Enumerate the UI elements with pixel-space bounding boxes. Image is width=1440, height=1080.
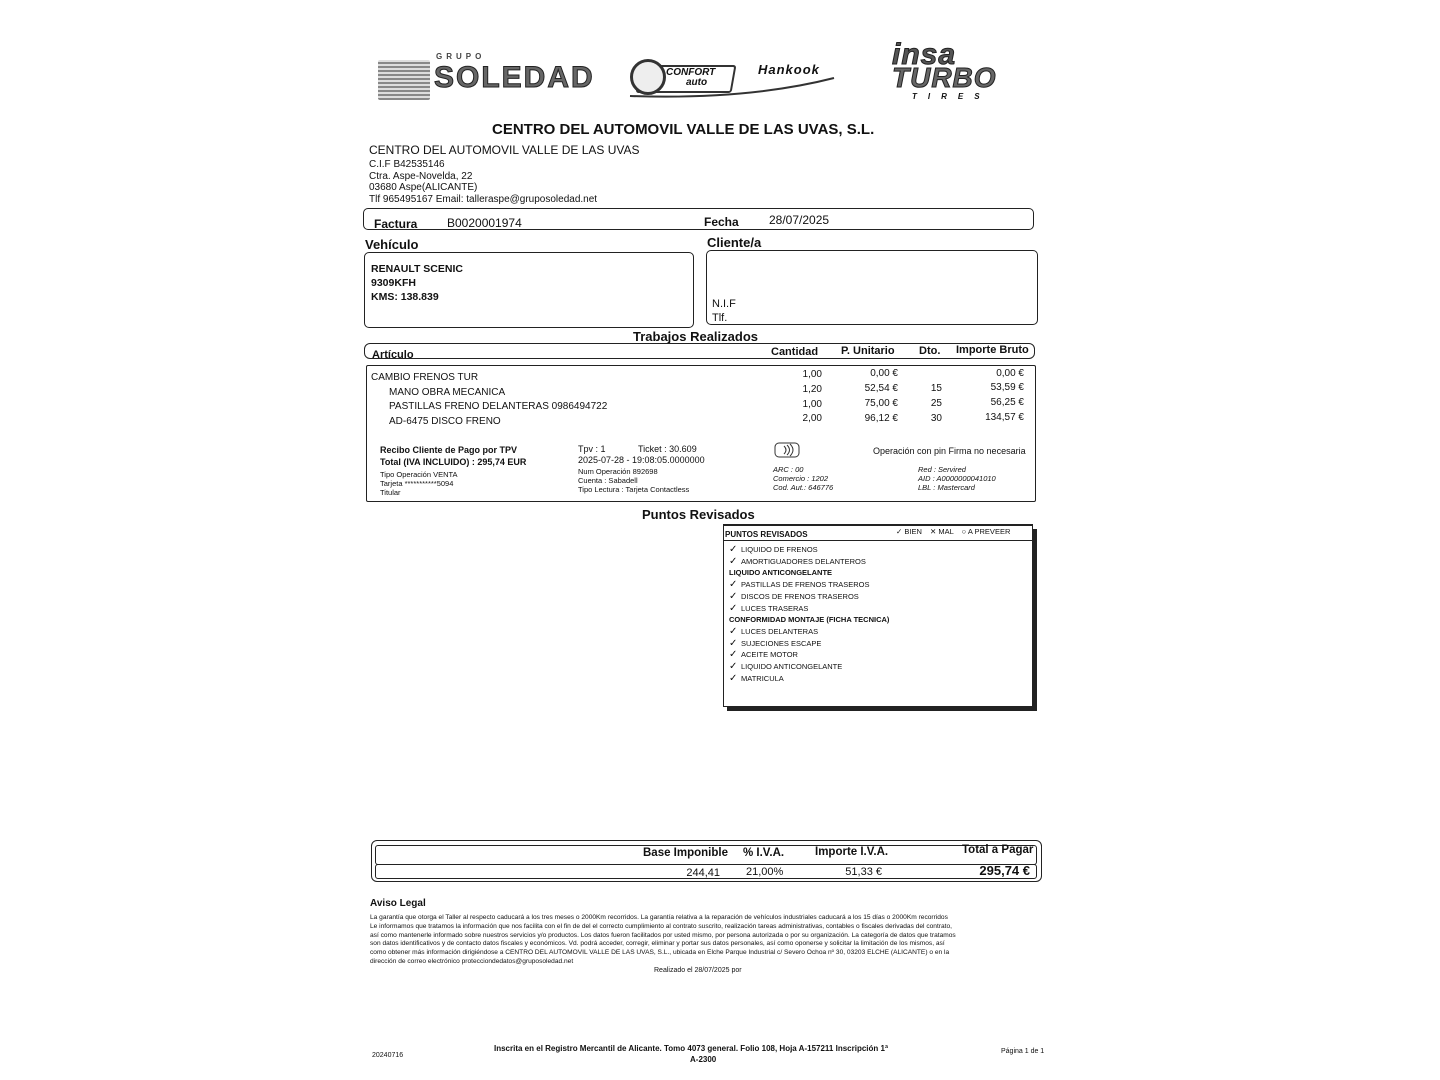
legend-mal: MAL [938, 527, 954, 536]
receipt-cod-aut: Cod. Aut.: 646776 [773, 483, 834, 492]
checks-item-label: DISCOS DE FRENOS TRASEROS [741, 591, 859, 601]
checks-list-item [729, 579, 889, 591]
check-mark-icon: ✓ [896, 527, 903, 536]
vehicle-details [371, 262, 463, 304]
check-mark-icon: ✓ [729, 625, 738, 637]
work-row-qty: 1,00 [802, 399, 822, 410]
checks-item-label: MATRICULA [741, 673, 784, 683]
works-title: Trabajos Realizados [633, 329, 758, 344]
work-row-qty: 2,00 [802, 413, 822, 424]
receipt-num-operacion: Num Operación 892698 [578, 467, 658, 476]
totals-iva-pct-label: % I.V.A. [743, 847, 785, 859]
checks-item-label: LUCES TRASERAS [741, 603, 809, 613]
work-row-desc: PASTILLAS FRENO DELANTERAS 0986494722 [389, 401, 608, 412]
vehicle-label: Vehículo [365, 237, 419, 252]
receipt-right-details [773, 465, 833, 492]
receipt-comercio: Comercio : 1202 [773, 474, 829, 483]
grupo-soledad-logo [378, 52, 595, 102]
check-mark-icon: ✓ [729, 579, 738, 591]
swoosh-icon [628, 74, 838, 100]
fecha-label: Fecha [704, 215, 739, 229]
legal-line: como obtener más información dirigiéndose a CENTRO DEL AUTOMOVIL VALLE DE LAS UVAS, S.L., ubicada en Elche Parque Industrial c/ Severo Ochoa nº 30, 03203 ELCHE (ALICANTE) o en la [370, 949, 950, 957]
receipt-title: Recibo Cliente de Pago por TPV [380, 445, 518, 455]
company-street: Ctra. Aspe-Novelda, 22 [369, 170, 473, 182]
receipt-datetime: 2025-07-28 - 19:08:05.0000000 [578, 455, 705, 465]
checks-section-heading: LIQUIDO ANTICONGELANTE [729, 568, 833, 578]
work-row-price: 0,00 € [870, 368, 898, 379]
check-mark-icon: ✓ [729, 590, 738, 602]
company-cif: C.I.F B42535146 [369, 159, 445, 170]
checks-section-heading: CONFORMIDAD MONTAJE (FICHA TECNICA) [729, 615, 890, 625]
tires-text: TIRES [912, 92, 991, 101]
hankook-logo: Hankook [758, 62, 820, 77]
legal-line: así como mantenerle informado sobre nuestros servicios y/o productos. Los datos fueron facilitados por usted mismo, por persona autorizada o por su organización. La categoría de datos que tratamos [370, 931, 956, 939]
vehicle-model: RENAULT SCENIC [371, 263, 463, 275]
legend-prever: A PREVEER [967, 527, 1011, 536]
factura-number: B0020001974 [447, 216, 522, 230]
checks-item-label: SUJECIONES ESCAPE [741, 638, 822, 648]
work-row-qty: 1,20 [802, 384, 822, 395]
receipt-tipo-lectura: Tipo Lectura : Tarjeta Contactless [578, 485, 690, 494]
checks-item-label: PASTILLAS DE FRENOS TRASEROS [741, 580, 870, 590]
footer-code: 20240716 [372, 1052, 404, 1059]
logo-grupo-text: GRUPO [436, 52, 486, 61]
totals-base-label: Base Imponible [643, 847, 728, 859]
logo-soledad-text: SOLEDAD [434, 61, 595, 94]
client-tlf-label: Tlf. [712, 312, 728, 324]
legal-text [370, 914, 1046, 967]
receipt-total: Total (IVA INCLUIDO) : 295,74 EUR [380, 456, 527, 467]
work-row-dto: 15 [930, 383, 942, 394]
check-mark-icon: ✓ [729, 661, 738, 673]
work-row-price: 75,00 € [864, 398, 898, 409]
receipt-left-details [380, 470, 458, 497]
totals-iva-amount-value: 51,33 € [845, 866, 882, 878]
checks-list-item [729, 556, 889, 568]
checks-list-item [729, 603, 889, 615]
col-dto: Dto. [919, 345, 941, 357]
cross-mark-icon: ✕ [930, 527, 937, 536]
work-row-desc: CAMBIO FRENOS TUR [371, 372, 479, 383]
vehicle-kms: KMS: 138.839 [371, 291, 439, 303]
legend-bien: BIEN [904, 527, 922, 536]
totals-iva-amount-label: Importe I.V.A. [815, 846, 889, 858]
legal-line: Le informamos que tratamos la información que nos facilita con el fin de del el correcto cumplimiento al contrato suscrito, realización tareas administrativas, contables o fiscales derivadas del contrato, [370, 922, 953, 930]
check-mark-icon: ✓ [729, 672, 738, 684]
receipt-titular: Titular [380, 488, 401, 497]
receipt-card-details [918, 465, 996, 492]
auto-text: auto [686, 77, 708, 88]
checks-item-label: LUCES DELANTERAS [741, 626, 819, 636]
eagle-emblem-icon [378, 60, 430, 100]
receipt-red: Red : Servired [918, 465, 966, 474]
totals-iva-pct-value: 21,00% [746, 866, 784, 878]
client-details [712, 297, 736, 325]
work-row-amount: 56,25 € [990, 397, 1024, 408]
checks-item-label: AMORTIGUADORES DELANTEROS [741, 556, 866, 566]
legal-title: Aviso Legal [370, 898, 426, 909]
receipt-middle-details [578, 467, 689, 494]
legal-line: dirección de correo electrónico protecciondedatos@gruposoledad.net [370, 957, 574, 965]
legal-line: son datos identificativos y de contacto datos fiscales y económicos. Vd. podrá acceder, corregir, eliminar y portar sus datos personales, así como oponerse y solicitar la limitación de los mismos, así [370, 940, 945, 948]
receipt-tipo-operacion: Tipo Operación VENTA [380, 470, 458, 479]
work-row-qty: 1,00 [802, 369, 822, 380]
receipt-cuenta: Cuenta : Sabadell [578, 476, 638, 485]
legal-realizado: Realizado el 28/07/2025 por [654, 967, 742, 974]
receipt-ticket: Ticket : 30.609 [638, 444, 697, 454]
work-row-desc: AD-6475 DISCO FRENO [389, 416, 501, 427]
checks-box-title: PUNTOS REVISADOS [725, 530, 808, 539]
footer-registry-ref: A-2300 [690, 1055, 717, 1064]
work-row-desc: MANO OBRA MECANICA [389, 387, 506, 398]
client-box [706, 250, 1038, 325]
receipt-tarjeta: Tarjeta ***********5094 [380, 479, 454, 488]
check-mark-icon: ✓ [729, 637, 738, 649]
checks-list-item [729, 649, 889, 661]
company-title: CENTRO DEL AUTOMOVIL VALLE DE LAS UVAS, S.L. [492, 121, 875, 138]
legal-line: La garantía que otorga el Taller al respecto caducará a los tres meses o 2000Km recorridos. La garantía relativa a la reparación de vehículos industriales caducará a los 15 días o 2000Km recorridos [370, 914, 948, 921]
receipt-aid: AID : A0000000041010 [918, 474, 996, 483]
checks-list-item [729, 673, 889, 685]
client-nif-label: N.I.F [712, 298, 736, 310]
checks-list-item [729, 544, 889, 556]
client-label: Cliente/a [707, 235, 762, 250]
check-mark-icon: ✓ [729, 555, 738, 567]
col-precio: P. Unitario [841, 345, 895, 357]
totals-base-value: 244,41 [686, 867, 720, 879]
checks-list-item [729, 638, 889, 650]
company-name: CENTRO DEL AUTOMOVIL VALLE DE LAS UVAS [369, 143, 640, 157]
work-row-amount: 0,00 € [996, 368, 1024, 379]
receipt-arc: ARC : 00 [773, 465, 804, 474]
col-articulo: Artículo [372, 349, 414, 361]
turbo-text: TURBO [892, 62, 997, 93]
checks-item-label: LIQUIDO DE FRENOS [741, 545, 818, 554]
work-row-dto: 30 [930, 413, 942, 424]
circle-mark-icon: ○ [961, 527, 967, 536]
receipt-lbl: LBL : Mastercard [918, 483, 975, 492]
company-address [369, 159, 597, 205]
check-mark-icon: ✓ [729, 649, 738, 661]
checks-item-label: LIQUIDO ANTICONGELANTE [741, 662, 843, 672]
insa-text: insa [892, 38, 957, 71]
checks-list-item [729, 661, 889, 673]
footer-page: Página 1 de 1 [1001, 1048, 1045, 1055]
work-row-price: 96,12 € [864, 413, 898, 424]
receipt-tpv: Tpv : 1 [578, 444, 606, 454]
col-cantidad: Cantidad [771, 346, 819, 358]
checks-list-item [729, 591, 889, 603]
check-mark-icon: ✓ [729, 544, 738, 555]
receipt-left [380, 445, 526, 468]
checks-item-label: ACEITE MOTOR [741, 650, 798, 660]
company-city: 03680 Aspe(ALICANTE) [369, 182, 478, 193]
insa-turbo-logo [892, 38, 1014, 102]
company-contact: Tlf 965495167 Email: talleraspe@gruposoledad.net [369, 193, 598, 205]
receipt-pin-note: Operación con pin Firma no necesaria [873, 446, 1026, 456]
vehicle-plate: 9309KFH [371, 277, 416, 289]
work-row-dto: 25 [930, 398, 942, 409]
work-row-price: 52,54 € [864, 383, 898, 394]
confort-text: CONFORT [666, 67, 716, 78]
checks-legend [896, 527, 1010, 536]
col-importe: Importe Bruto [956, 344, 1029, 356]
checks-list [729, 544, 889, 684]
factura-label: Factura [374, 217, 418, 231]
fecha-value: 28/07/2025 [769, 213, 830, 227]
work-row-amount: 134,57 € [985, 412, 1024, 423]
totals-total-value: 295,74 € [979, 863, 1030, 878]
totals-total-label: Total a Pagar [962, 844, 1034, 856]
contactless-icon [774, 441, 800, 459]
check-mark-icon: ✓ [729, 602, 738, 614]
footer-registry: Inscrita en el Registro Mercantil de Alicante. Tomo 4073 general. Folio 108, Hoja A-157211 Inscripción 1ª [494, 1044, 888, 1053]
checks-list-item [729, 626, 889, 638]
checks-title: Puntos Revisados [642, 507, 755, 522]
work-row-amount: 53,59 € [990, 382, 1024, 393]
